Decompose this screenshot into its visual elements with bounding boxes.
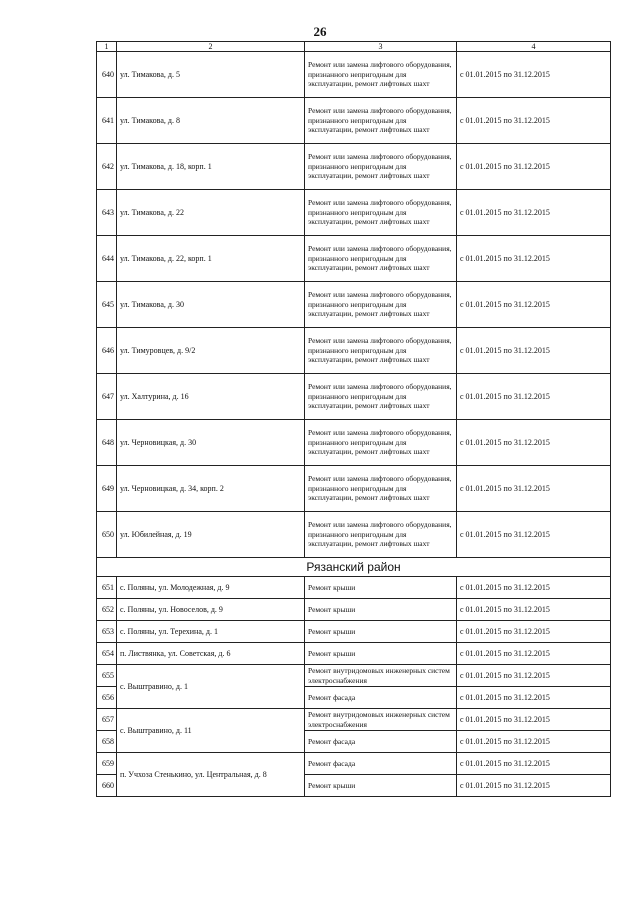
- column-header: 3: [305, 42, 457, 52]
- row-number: 644: [97, 236, 117, 282]
- work-type-cell: Ремонт или замена лифтового оборудования, признанного непригодным для эксплуатации, ремонт лифтовых шахт: [305, 328, 457, 374]
- address-cell: ул. Черновицкая, д. 30: [117, 420, 305, 466]
- column-header: 4: [457, 42, 611, 52]
- work-type-cell: Ремонт крыши: [305, 577, 457, 599]
- row-number: 645: [97, 282, 117, 328]
- table-row: [97, 753, 611, 775]
- address-cell: ул. Тимакова, д. 8: [117, 98, 305, 144]
- period-cell: с 01.01.2015 по 31.12.2015: [457, 328, 611, 374]
- row-number: 642: [97, 144, 117, 190]
- table-row: [97, 577, 611, 599]
- period-cell: с 01.01.2015 по 31.12.2015: [457, 98, 611, 144]
- row-number: 657: [97, 709, 117, 731]
- address-cell: ул. Тимакова, д. 22: [117, 190, 305, 236]
- table-body: [97, 42, 611, 797]
- period-cell: с 01.01.2015 по 31.12.2015: [457, 144, 611, 190]
- row-number: 648: [97, 420, 117, 466]
- period-cell: с 01.01.2015 по 31.12.2015: [457, 466, 611, 512]
- address-cell: ул. Тимакова, д. 30: [117, 282, 305, 328]
- period-cell: с 01.01.2015 по 31.12.2015: [457, 577, 611, 599]
- row-number: 646: [97, 328, 117, 374]
- table-row: [97, 466, 611, 512]
- period-cell: с 01.01.2015 по 31.12.2015: [457, 665, 611, 687]
- row-number: 651: [97, 577, 117, 599]
- work-type-cell: Ремонт или замена лифтового оборудования, признанного непригодным для эксплуатации, ремонт лифтовых шахт: [305, 374, 457, 420]
- address-cell: с. Поляны, ул. Молодежная, д. 9: [117, 577, 305, 599]
- work-type-cell: Ремонт крыши: [305, 643, 457, 665]
- table-row: [97, 282, 611, 328]
- address-cell: ул. Халтурина, д. 16: [117, 374, 305, 420]
- column-header: 2: [117, 42, 305, 52]
- section-title: Рязанский район: [97, 558, 611, 577]
- table-row: [97, 190, 611, 236]
- address-cell: ул. Юбилейная, д. 19: [117, 512, 305, 558]
- row-number: 641: [97, 98, 117, 144]
- work-type-cell: Ремонт или замена лифтового оборудования, признанного непригодным для эксплуатации, ремонт лифтовых шахт: [305, 282, 457, 328]
- period-cell: с 01.01.2015 по 31.12.2015: [457, 282, 611, 328]
- period-cell: с 01.01.2015 по 31.12.2015: [457, 599, 611, 621]
- address-cell: ул. Тимакова, д. 22, корп. 1: [117, 236, 305, 282]
- row-number: 640: [97, 52, 117, 98]
- work-type-cell: Ремонт или замена лифтового оборудования, признанного непригодным для эксплуатации, ремонт лифтовых шахт: [305, 236, 457, 282]
- period-cell: с 01.01.2015 по 31.12.2015: [457, 643, 611, 665]
- table-row: [97, 52, 611, 98]
- repair-schedule-table: [96, 41, 611, 797]
- work-type-cell: Ремонт или замена лифтового оборудования, признанного непригодным для эксплуатации, ремонт лифтовых шахт: [305, 144, 457, 190]
- row-number: 650: [97, 512, 117, 558]
- table-row: [97, 374, 611, 420]
- address-cell: с. Выштравино, д. 11: [117, 709, 305, 753]
- table-row: [97, 665, 611, 687]
- work-type-cell: Ремонт крыши: [305, 599, 457, 621]
- period-cell: с 01.01.2015 по 31.12.2015: [457, 621, 611, 643]
- row-number: 659: [97, 753, 117, 775]
- table-row: [97, 512, 611, 558]
- period-cell: с 01.01.2015 по 31.12.2015: [457, 52, 611, 98]
- table-row: [97, 420, 611, 466]
- address-cell: ул. Тимуровцев, д. 9/2: [117, 328, 305, 374]
- row-number: 655: [97, 665, 117, 687]
- work-type-cell: Ремонт фасада: [305, 731, 457, 753]
- address-cell: ул. Тимакова, д. 18, корп. 1: [117, 144, 305, 190]
- address-cell: ул. Черновицкая, д. 34, корп. 2: [117, 466, 305, 512]
- row-number: 652: [97, 599, 117, 621]
- address-cell: ул. Тимакова, д. 5: [117, 52, 305, 98]
- row-number: 649: [97, 466, 117, 512]
- table-row: [97, 643, 611, 665]
- work-type-cell: Ремонт фасада: [305, 753, 457, 775]
- work-type-cell: Ремонт или замена лифтового оборудования, признанного непригодным для эксплуатации, ремонт лифтовых шахт: [305, 512, 457, 558]
- address-cell: с. Поляны, ул. Терехина, д. 1: [117, 621, 305, 643]
- row-number: 656: [97, 687, 117, 709]
- section-row: [97, 558, 611, 577]
- period-cell: с 01.01.2015 по 31.12.2015: [457, 687, 611, 709]
- table-row: [97, 328, 611, 374]
- table-row: [97, 236, 611, 282]
- period-cell: с 01.01.2015 по 31.12.2015: [457, 512, 611, 558]
- address-cell: с. Поляны, ул. Новоселов, д. 9: [117, 599, 305, 621]
- work-type-cell: Ремонт внутридомовых инженерных систем электроснабжения: [305, 665, 457, 687]
- work-type-cell: Ремонт или замена лифтового оборудования, признанного непригодным для эксплуатации, ремонт лифтовых шахт: [305, 466, 457, 512]
- row-number: 658: [97, 731, 117, 753]
- row-number: 643: [97, 190, 117, 236]
- period-cell: с 01.01.2015 по 31.12.2015: [457, 775, 611, 797]
- row-number: 653: [97, 621, 117, 643]
- table-row: [97, 621, 611, 643]
- row-number: 654: [97, 643, 117, 665]
- work-type-cell: Ремонт крыши: [305, 621, 457, 643]
- work-type-cell: Ремонт или замена лифтового оборудования, признанного непригодным для эксплуатации, ремонт лифтовых шахт: [305, 190, 457, 236]
- column-header: 1: [97, 42, 117, 52]
- page-number: 26: [313, 24, 327, 39]
- period-cell: с 01.01.2015 по 31.12.2015: [457, 731, 611, 753]
- header-row: [97, 42, 611, 52]
- period-cell: с 01.01.2015 по 31.12.2015: [457, 753, 611, 775]
- table-row: [97, 599, 611, 621]
- work-type-cell: Ремонт фасада: [305, 687, 457, 709]
- table-row: [97, 144, 611, 190]
- period-cell: с 01.01.2015 по 31.12.2015: [457, 374, 611, 420]
- period-cell: с 01.01.2015 по 31.12.2015: [457, 709, 611, 731]
- table-row: [97, 98, 611, 144]
- work-type-cell: Ремонт или замена лифтового оборудования, признанного непригодным для эксплуатации, ремонт лифтовых шахт: [305, 98, 457, 144]
- row-number: 660: [97, 775, 117, 797]
- work-type-cell: Ремонт внутридомовых инженерных систем электроснабжения: [305, 709, 457, 731]
- work-type-cell: Ремонт крыши: [305, 775, 457, 797]
- work-type-cell: Ремонт или замена лифтового оборудования, признанного непригодным для эксплуатации, ремонт лифтовых шахт: [305, 420, 457, 466]
- address-cell: п. Учхоза Стенькино, ул. Центральная, д. 8: [117, 753, 305, 797]
- row-number: 647: [97, 374, 117, 420]
- address-cell: с. Выштравино, д. 1: [117, 665, 305, 709]
- period-cell: с 01.01.2015 по 31.12.2015: [457, 236, 611, 282]
- period-cell: с 01.01.2015 по 31.12.2015: [457, 420, 611, 466]
- work-type-cell: Ремонт или замена лифтового оборудования, признанного непригодным для эксплуатации, ремонт лифтовых шахт: [305, 52, 457, 98]
- period-cell: с 01.01.2015 по 31.12.2015: [457, 190, 611, 236]
- address-cell: п. Листвянка, ул. Советская, д. 6: [117, 643, 305, 665]
- table-row: [97, 709, 611, 731]
